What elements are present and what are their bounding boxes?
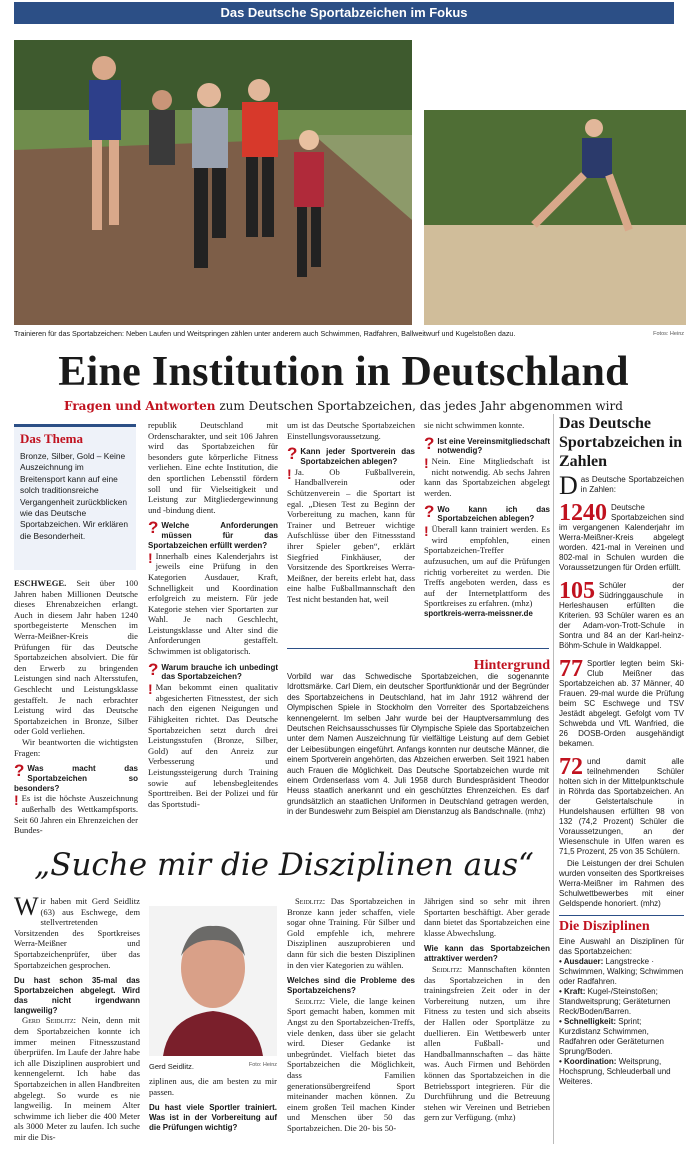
hintergrund-text: Vorbild war das Schwedische Sportabzeichen, die sogenannte Idrottsmärke. Carl Diem, ein deutscher Sportfunktionär und der Begründer des Sportabzeichens in Deutschland, hat im Jahr 1912 während der Olympischen Spiele in Stockholm den Vorreiter des Sportabzeichens kennengelernt. Im selben Jahr wurde bei der Hauptversammlung des Deutschen Reichsausschusses für Olympische Spiele das Sportabzeichen unter dem Namen Auszeichnung für vielfältige Leistung auf dem Gebiet der Leibesübungen eingeführt. Anfangs konnten nur deutsche Männer, die einem Sportverein angehörten, das Abzeichen erwerben. Seit 1921 haben auch Frauen die Möglichkeit. Das Deutsche Sportabzeichen wurde mit einem Ordenserlass vom 4. Juli 1958 durch Bundespräsident Theodor Heuss staatlich anerkannt und ein geschütztes Ehrenzeichen. Es darf grundsätzlich an staatlichen Uniformen in Deutschland getragen werden, in der Bundeswehr zum Beispiel am Dienstanzug als Bandschnalle. (mhz)	[287, 672, 549, 817]
question-mark-icon: ?	[148, 659, 159, 679]
hintergrund-heading	[300, 654, 550, 674]
col3-text: um ist das Deutsche Sportabzeichen Einstellungsvoraussetzung.	[287, 420, 415, 441]
stat-text: Sportler legten beim Ski-Club Meißner das Sportabzeichen ab. 37 Männer, 40 Frauen. 29-mal wurde die Prüfung beim SC Eschwege und TSV Jestädt abgelegt. Gefolgt vom TV Schwebda und VfL Wanfried, die 26 DOSB-Orden ausgehändigt bekamen.	[559, 659, 684, 748]
discipline-item	[559, 1017, 684, 1057]
question-mark-icon: ?	[424, 501, 435, 521]
interview-col2-text: ziplinen aus, die am besten zu mir passen.	[149, 1076, 277, 1097]
interview-answer-3: Viele, die lange keinen Sport gemacht haben, kommen mit Angst zu den Sportabzeichen-Treffs, viele denken, dass über sie gelacht wird. Dieser Gedanke ist unbegründet. Vielfach bietet das Sportabzeichen die Möglichkeit, dass Familien generationsübergreifend Sport miteinander machen können. Zu einem großen Teil machen Kinder und Menschen über 50 das Sportabzeichen. Die 20- bis 50-	[287, 995, 415, 1133]
discipline-item	[559, 957, 684, 987]
interview-question-1: Du hast schon 35-mal das Sportabzeichen abgelegt. Wird das nicht irgendwann langweilig?	[14, 976, 140, 1015]
disciplines-intro: Eine Auswahl an Disziplinen für das Sportabzeichen:	[559, 937, 684, 956]
discipline-text: Weitsprung, Hochsprung, Schleuderball und Weiteres.	[559, 1057, 671, 1086]
long-jump-photo-illustration	[424, 110, 686, 325]
exclamation-icon: !	[287, 465, 292, 482]
stat-text: und damit alle teilnehmenden Schüler holten sich in der Mittelpunktschule in Röhrda das Sportabzeichen. An der Gelstertalschule in Hundelshausen erfüllten 98 von 132 (74,2 Prozent) Schüler die Voraussetzungen, an der Wiesenschule in Ulfen waren es 71,5 Prozent, 25 von 35 Schülern.	[559, 757, 684, 856]
sidebar-divider	[553, 414, 554, 1144]
sportkreis-link[interactable]: sportkreis-werra-meissner.de	[424, 608, 533, 618]
interview-question-2: Du hast viele Sportler trainiert. Was ist in der Vorbereitung auf die Prüfungen wichtig?	[149, 1103, 277, 1132]
answer-5: Nein. Eine Mitgliedschaft ist nicht notwendig. Ab sechs Jahren kann das Sportabzeichen abgelegt werden.	[424, 456, 550, 498]
answer-2: Innerhalb eines Kalenderjahrs ist jeweils eine Prüfung in den Kategorien Ausdauer, Kraft, Schnelligkeit und Koordination erfolgreich zu meistern. Für jede Kategorie stehen vier Sportarten zur Wahl. Je nach Geschlecht, Leistungsklasse und Alter sind die Anforderungen gestaffelt. Schwimmen ist obligatorisch.	[148, 550, 278, 657]
theme-text: Bronze, Silber, Gold – Keine Auszeichnung im Breitensport kann auf eine solch traditionsreiche Vergangenheit zurückblicken wie das Deutsche Sportabzeichen. Wir erklären die Besonderheit.	[20, 451, 128, 541]
intro-text: Seit über 100 Jahren haben Millionen Deutsche dieses Ehrenabzeichen erlangt. Auch in diesem Jahr haben 1240 sportbegeisterte Menschen im Werra-Meißner-Kreis die Prüfungen für das Deutsche Sportabzeichen absolviert. Die für den Erwerb zu bringenden Leistungen sind nach Altersstufen, Geschlecht und Leistungsklasse gestaffelt. Je nach erbrachter Leistung wird das Deutsche Sportabzeichen in Bronze, Silber oder Gold verliehen.	[14, 578, 138, 737]
headline: Eine Institution in Deutschland	[58, 349, 629, 395]
answer-4: Ja. Ob Fußballverein, Handballverein oder Schützenverein – die Sportart ist egal. „Diesen Test zu Beginn der Vorbereitung zu machen, kann für Trainer und Betreuer wichtige Aufschlüsse über den Fitnessstand ihrer Spieler geben“, erklärt Siegfried Finkhäuser, der Vorsitzende des Sportkreises Werra-Meißner, der bereits erlebt hat, dass eine halbe Fußballmannschaft den Test nicht bestanden hat, weil	[287, 466, 415, 604]
photo-caption-text: Trainieren für das Sportabzeichen: Neben Laufen und Weitspringen zählen unter anderem auch Schwimmen, Radfahren, Ballweitwurf und Kugelstoßen dazu.	[14, 329, 516, 338]
question-4: Kann jeder Sportverein das Sportabzeichen ablegen?	[300, 447, 415, 466]
section-banner: Das Deutsche Sportabzeichen im Fokus	[14, 2, 674, 24]
answer-6: Überall kann trainiert werden. Es wird empfohlen, einen Sportabzeichen-Treffer aufzusuchen, um auf die Prüfungen richtig vorbereitet zu werden. Die Treffs angeboten werden, dass es auf der Internetplattform des Sportkreises zu erfahren. (mhz)	[424, 524, 550, 609]
question-5: Ist eine Vereinsmitgliedschaft notwendig?	[437, 436, 550, 456]
question-2: Welche Anforderungen müssen für das Sportabzeichen erfüllt werden?	[148, 521, 278, 550]
discipline-label: • Kraft:	[559, 987, 586, 996]
stats-sidebar	[559, 414, 684, 1087]
interview-question-3: Welches sind die Probleme des Sportabzeichens?	[287, 976, 415, 995]
subhead-rest: zum Deutschen Sportabzeichen, das jedes Jahr abgenommen wird	[215, 399, 623, 413]
question-mark-icon: ?	[424, 433, 435, 453]
photo-caption	[14, 329, 684, 339]
question-1: Was macht das Sportabzeichen so besonders?	[14, 764, 138, 793]
stats-title: Das Deutsche Sportabzeichen in Zahlen	[559, 415, 683, 470]
interview-column-2	[149, 1076, 277, 1133]
portrait-photo	[149, 906, 277, 1056]
portrait-caption-text: Gerd Seidlitz.	[149, 1062, 195, 1071]
interview-column-3	[287, 896, 415, 1133]
answer-1-text: Es ist die höchste Auszeichnung außerhalb des Wettkampfsports. Seit 60 Jahren ein Ehrenzeichen der Bundes-	[14, 793, 138, 836]
drop-cap: W	[14, 892, 39, 921]
portrait-illustration	[149, 906, 277, 1056]
running-photo-illustration	[14, 40, 412, 325]
speaker-name: Gerd Seidlitz:	[22, 1015, 77, 1026]
dateline: ESCHWEGE.	[14, 578, 67, 588]
discipline-text: Sprint; Kurzdistanz Schwimmen, Radfahren oder Geräteturnen Sprung/Boden.	[559, 1017, 664, 1056]
speaker-name: Seidlitz:	[295, 995, 326, 1006]
speaker-name: Seidlitz:	[295, 896, 326, 906]
question-3: Warum brauche ich unbedingt das Sportabzeichen?	[161, 662, 278, 682]
disciplines-list	[559, 957, 684, 1087]
exclamation-icon: !	[424, 455, 429, 472]
running-photo	[14, 40, 412, 325]
answer-1	[14, 793, 138, 835]
discipline-label: • Ausdauer:	[559, 957, 604, 966]
article-column-1	[14, 578, 138, 836]
question-mark-icon: ?	[148, 518, 159, 538]
interview-answer-4: Mannschaften könnten das Sportabzeichen in den trainingsfreien Zeit oder in der Vorbereitung nutzen, um ihre Fitness zu testen und sich abseits der Hallen oder Sportplätze zu duellieren. Ein Wettbewerb unter allen Fußball- und Handballmannschaften – das hätte was. Auch Firmen und Behörden können das Sportabzeichen in die Betriebssport integrieren. Für die Durchführung und die Betreuung stehen wir Vereinen und Betrieben gern zur Verfügung. (mhz)	[424, 963, 550, 1123]
interview-column-4	[424, 896, 550, 1123]
exclamation-icon: !	[14, 792, 19, 809]
col2-text: republik Deutschland mit Ordenscharakter, und seit 106 Jahren wird das Sportabzeichen für besonders gute körperliche Fitness verliehen. Eine echte Institution, die den sportlichen Lebensstil fördern soll und für Vielseitigkeit und Leistung zur Mitgliedergewinnung und -bindung dient.	[148, 420, 278, 515]
disciplines-box	[559, 915, 684, 1087]
discipline-item	[559, 987, 684, 1017]
stat-number: 72	[559, 754, 583, 780]
stat-text: Schüler der Südringgauschule in Herleshausen erfüllten die Kriterien. 93 Schüler waren es an der Adam-von-Trott-Schule in Sontra und 84 an der Karl-heinz-Böhm-Schule in Waldkappel.	[559, 581, 684, 650]
stats-list	[559, 500, 684, 857]
question-mark-icon: ?	[14, 761, 25, 781]
question-mark-icon: ?	[287, 444, 298, 464]
stat-text: Deutsche Sportabzeichen sind im vergangenen Kalenderjahr im Werra-Meißner-Kreis abgelegt worden. 421-mal in Vereinen und 802-mal in Schulen wurden die Voraussetzungen für Orden erfüllt.	[559, 503, 684, 572]
intro-text-2: Wir beantworten die wichtigsten Fragen:	[14, 736, 138, 758]
interview-quote: „Suche mir die Disziplinen aus“	[34, 847, 534, 883]
stat-item	[559, 754, 684, 857]
interview-question-4: Wie kann das Sportabzeichen attraktiver werden?	[424, 944, 550, 964]
stat-item	[559, 578, 684, 651]
col4-text: sie nicht schwimmen konnte.	[424, 420, 525, 430]
interview-intro: ir haben mit Gerd Seidlitz (63) aus Eschwege, dem stellvertretenden Vorsitzenden des Sportkreises Werra-Meißner und Sportabzeichenprüfer, über das Sportabzeichen gesprochen.	[14, 896, 140, 970]
exclamation-icon: !	[148, 681, 153, 698]
hintergrund-title: Hintergrund	[473, 658, 550, 673]
exclamation-icon: !	[148, 549, 153, 566]
answer-3: Man bekommt einen qualitativ abgesicherten Fitnesstest, der sich nach den eigenen Neigungen und Fähigkeiten richtet. Das Deutsche Sportabzeichen setzt durch drei Leistungsstufen (Bronze, Silber, Gold) auf den Anreiz zur Verbesserung und Leistungssteigerung durch Training sowie auf lebensbegleitendes Sporttreiben. Bei der Polizei und für das Sportstudi-	[148, 682, 278, 809]
subheadline	[0, 398, 687, 414]
portrait-caption	[149, 1062, 277, 1071]
hintergrund-rule	[287, 648, 549, 649]
question-6: Wo kann ich das Sportabzeichen ablegen?	[437, 504, 550, 524]
disciplines-title: Die Disziplinen	[559, 919, 650, 934]
interview-answer-1: Nein, denn mit dem Sportabzeichen konnte ich immer meinen Fitnesszustand überprüfen. Im Laufe der Jahre habe ich alle Disziplinen ausprobiert und kennengelernt. Ich habe das Sportabzeichen in allen Handbreiten abgelegt. So wurde es nie langweilig. In meinem Alter schwimme ich lieber die 400 Meter als 3000 Meter zu laufen. Ich suche mir die Dis-	[14, 1015, 140, 1142]
stat-number: 77	[559, 656, 583, 682]
stats-intro	[559, 471, 684, 500]
stats-intro-text: as Deutsche Sportabzeichen in Zahlen:	[580, 475, 684, 494]
article-column-2	[148, 420, 278, 809]
discipline-item	[559, 1057, 684, 1087]
interview-column-1	[14, 892, 140, 1142]
subhead-lead: Fragen und Antworten	[64, 399, 216, 413]
stat-item	[559, 656, 684, 749]
theme-box	[14, 424, 136, 570]
portrait-credit: Foto: Heinz	[248, 1062, 277, 1068]
interview-answer-2: Das Sportabzeichen in Bronze kann jeder schaffen, viele sogar ohne Training. Für Silber und Gold empfehle ich, mehrere Disziplinen auszuprobieren und dann für sich die besten Disziplinen in den vier Kategorien zu wählen.	[287, 896, 415, 970]
stat-number: 1240	[559, 500, 607, 526]
stat-number: 105	[559, 578, 595, 604]
stat-item	[559, 500, 684, 573]
exclamation-icon: !	[424, 523, 429, 540]
stats-outro: Die Leistungen der drei Schulen wurden vonseiten des Sportkreises Werra-Meißner im Rahmen des Schulwettbewerbes mit einer Geldspende honoriert. (mhz)	[559, 859, 684, 908]
discipline-text: Kugel-/Steinstoßen; Standweitsprung; Geräteturnen Reck/Boden/Barren.	[559, 987, 671, 1016]
interview-col4-text: Jährigen sind so sehr mit ihren Sportarten beschäftigt. Aber gerade dann bietet das Sportabzeichen eine klasse Abwechslung.	[424, 896, 550, 938]
discipline-label: • Schnelligkeit:	[559, 1017, 617, 1026]
photo-credit: Fotos: Heinz	[653, 331, 684, 337]
drop-cap: D	[559, 471, 578, 500]
article-column-4	[424, 420, 550, 620]
long-jump-photo	[424, 110, 686, 325]
theme-title: Das Thema	[20, 431, 83, 446]
discipline-label: • Koordination:	[559, 1057, 617, 1066]
speaker-name: Seidlitz:	[432, 963, 463, 974]
article-column-3	[287, 420, 415, 605]
discipline-text: Langstrecke · Schwimmen, Walking; Schwimmen oder Radfahren.	[559, 957, 684, 986]
